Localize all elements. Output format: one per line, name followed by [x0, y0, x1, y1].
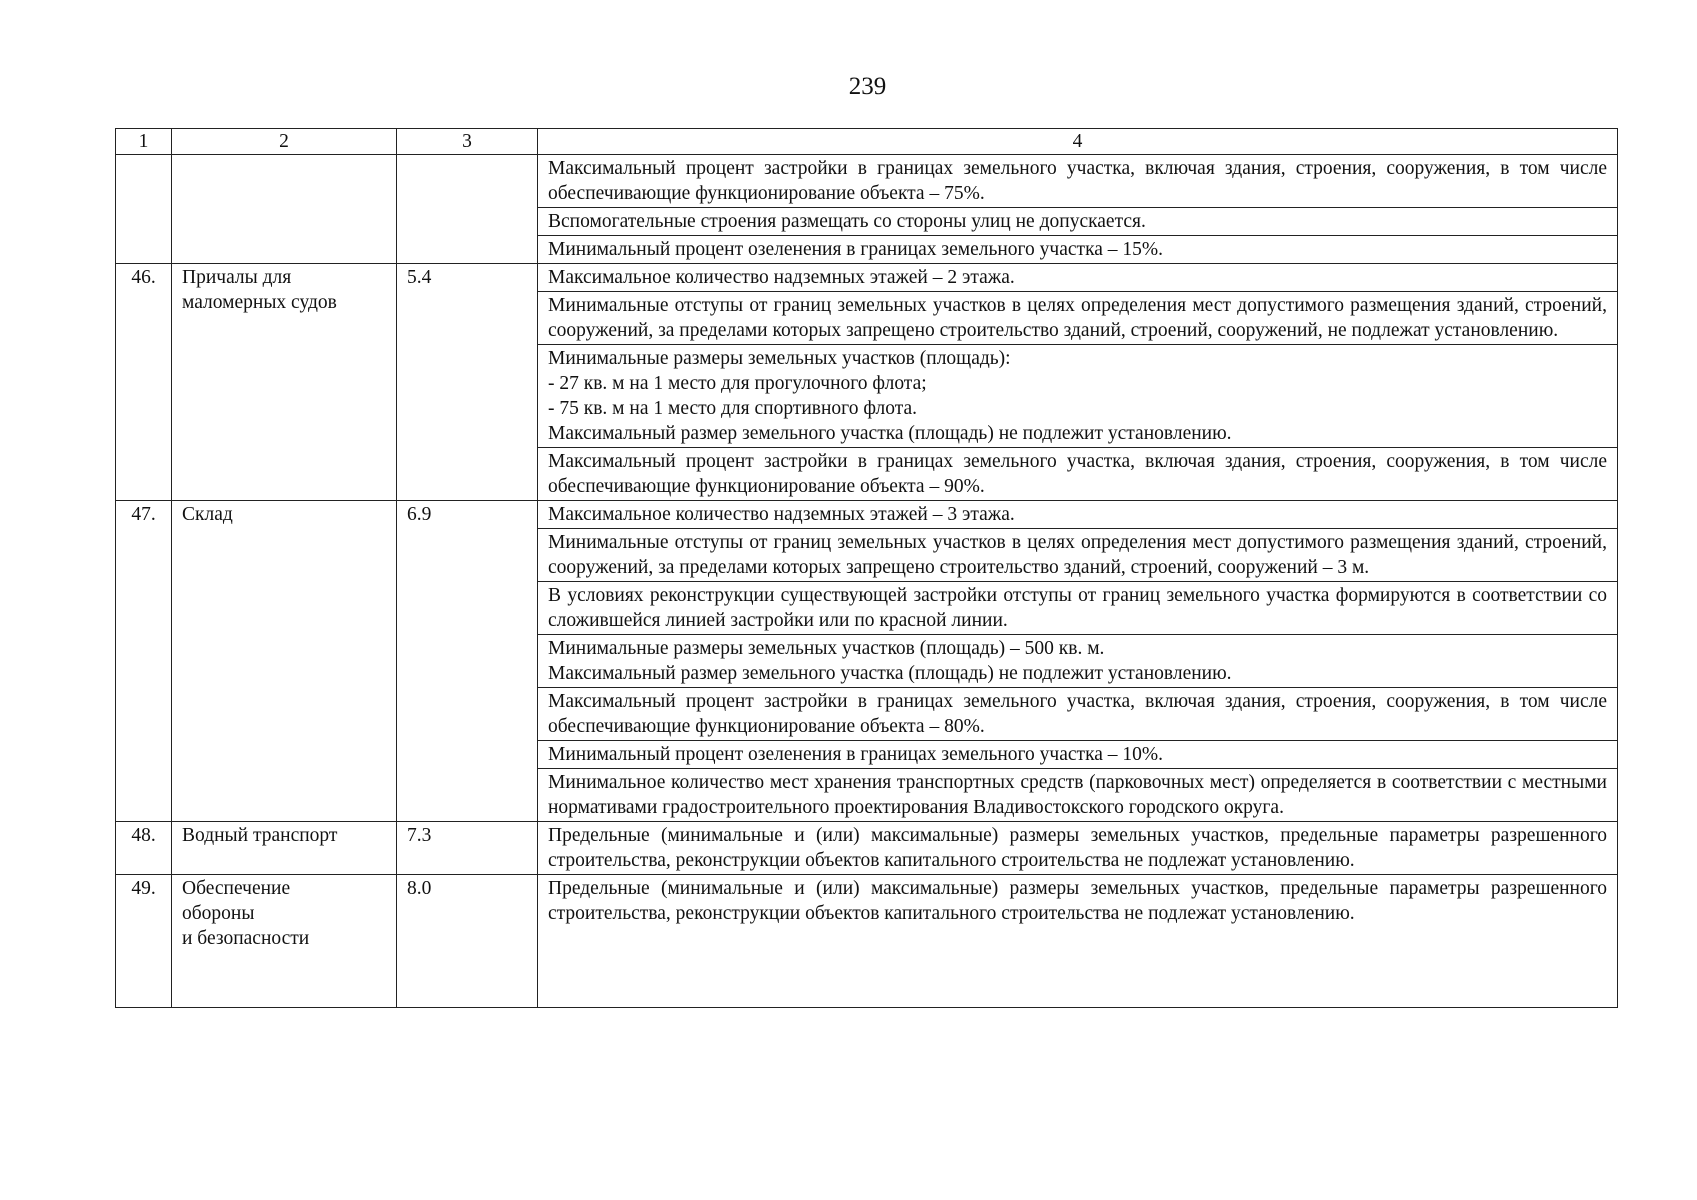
- table-body: [116, 155, 1618, 1008]
- parameter-text: - 75 кв. м на 1 место для спортивного флота.: [548, 398, 917, 419]
- land-use-name: [172, 264, 397, 501]
- parameter-text: Предельные (минимальные и (или) максимальные) размеры земельных участков, предельные параметры разрешенного строительства, реконструкции объектов капитального строительства не подлежат установлению.: [548, 825, 1607, 871]
- parameter-text: Максимальное количество надземных этажей – 2 этажа.: [548, 267, 1015, 288]
- parameter-cell: [538, 208, 1618, 236]
- parameter-text: Предельные (минимальные и (или) максимальные) размеры земельных участков, предельные параметры разрешенного строительства, реконструкции объектов капитального строительства не подлежат установлению.: [548, 878, 1607, 924]
- parameter-cell: [538, 582, 1618, 635]
- land-use-name-line: Причалы для: [182, 267, 292, 288]
- land-use-name: [172, 501, 397, 822]
- land-use-code: [397, 155, 538, 264]
- row-number: [116, 155, 172, 264]
- land-use-name: [172, 875, 397, 1008]
- parameter-cell: [538, 688, 1618, 741]
- parameter-text: Минимальный процент озеленения в границах земельного участка – 10%.: [548, 744, 1164, 765]
- parameter-cell: [538, 264, 1618, 292]
- parameter-text: Минимальные размеры земельных участков (площадь):: [548, 348, 1011, 369]
- table-row: [116, 875, 1618, 1008]
- parameter-cell: [538, 501, 1618, 529]
- parameter-text: В условиях реконструкции существующей застройки отступы от границ земельного участка формируются в соответствии со сложившейся линией застройки или по красной линии.: [548, 585, 1607, 631]
- header-row: [116, 129, 1618, 155]
- parameter-cell: [538, 822, 1618, 875]
- parameter-text: Максимальный процент застройки в границах земельного участка, включая здания, строения, сооружения, в том числе обеспечивающие функционирование объекта – 75%.: [548, 158, 1607, 204]
- parameter-text: Минимальные размеры земельных участков (площадь) – 500 кв. м.: [548, 638, 1105, 659]
- row-number: 46.: [116, 264, 172, 501]
- land-use-code: 8.0: [397, 875, 538, 1008]
- parameter-cell: [538, 345, 1618, 448]
- column-header: 4: [538, 129, 1618, 155]
- parameter-cell: [538, 236, 1618, 264]
- parameter-cell: [538, 875, 1618, 1008]
- parameter-text: Максимальный размер земельного участка (площадь) не подлежит установлению.: [548, 663, 1232, 684]
- land-use-code: 6.9: [397, 501, 538, 822]
- parameter-text: Максимальное количество надземных этажей – 3 этажа.: [548, 504, 1015, 525]
- parameter-text: - 27 кв. м на 1 место для прогулочного флота;: [548, 373, 927, 394]
- parameter-text: Минимальный процент озеленения в границах земельного участка – 15%.: [548, 239, 1164, 260]
- regulations-table: [115, 128, 1618, 1008]
- land-use-name: [172, 155, 397, 264]
- table-row: [116, 264, 1618, 292]
- parameter-text: Минимальные отступы от границ земельных участков в целях определения мест допустимого размещения зданий, строений, сооружений, за пределами которых запрещено строительство зданий, строений, сооружений, не подлежат установлению.: [548, 295, 1607, 341]
- parameter-cell: [538, 155, 1618, 208]
- parameter-text: Минимальное количество мест хранения транспортных средств (парковочных мест) определяется в соответствии с местными нормативами градостроительного проектирования Владивостокского городского округа.: [548, 772, 1607, 818]
- parameter-cell: [538, 769, 1618, 822]
- table-row: [116, 155, 1618, 208]
- page-number: 239: [848, 73, 887, 100]
- table-row: [116, 501, 1618, 529]
- land-use-name-line: и безопасности: [182, 928, 310, 949]
- parameter-cell: [538, 292, 1618, 345]
- parameter-text: Вспомогательные строения размещать со стороны улиц не допускается.: [548, 211, 1146, 232]
- parameter-text: Минимальные отступы от границ земельных участков в целях определения мест допустимого размещения зданий, строений, сооружений, за пределами которых запрещено строительство зданий, строений, сооружений – 3 м.: [548, 532, 1607, 578]
- parameter-cell: [538, 741, 1618, 769]
- land-use-code: 5.4: [397, 264, 538, 501]
- row-number: 48.: [116, 822, 172, 875]
- column-header: 1: [116, 129, 172, 155]
- parameter-text: Максимальный процент застройки в границах земельного участка, включая здания, строения, сооружения, в том числе обеспечивающие функционирование объекта – 90%.: [548, 451, 1607, 497]
- parameter-text: Максимальный размер земельного участка (площадь) не подлежит установлению.: [548, 423, 1232, 444]
- land-use-name-line: Склад: [182, 504, 233, 525]
- land-use-name-line: Обеспечение: [182, 878, 291, 899]
- land-use-name-line: обороны: [182, 903, 255, 924]
- column-header: 2: [172, 129, 397, 155]
- parameter-cell: [538, 448, 1618, 501]
- land-use-name: [172, 822, 397, 875]
- parameter-text: Максимальный процент застройки в границах земельного участка, включая здания, строения, сооружения, в том числе обеспечивающие функционирование объекта – 80%.: [548, 691, 1607, 737]
- land-use-code: 7.3: [397, 822, 538, 875]
- row-number: 47.: [116, 501, 172, 822]
- land-use-name-line: маломерных судов: [182, 292, 337, 313]
- parameter-cell: [538, 529, 1618, 582]
- column-header: 3: [397, 129, 538, 155]
- parameter-cell: [538, 635, 1618, 688]
- land-use-name-line: Водный транспорт: [182, 825, 338, 846]
- row-number: 49.: [116, 875, 172, 1008]
- table-row: [116, 822, 1618, 875]
